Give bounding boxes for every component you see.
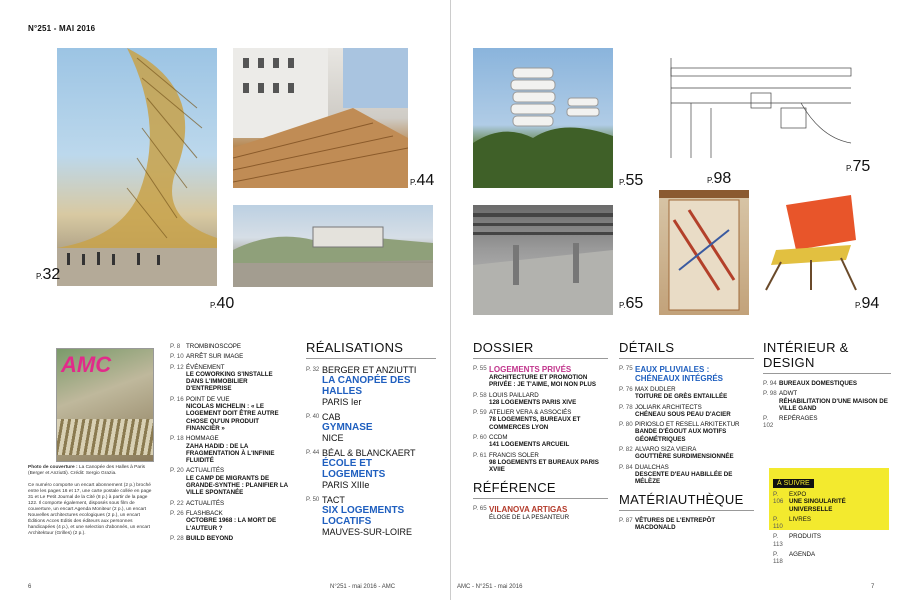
toc-entry[interactable]: P. 78 JOLIARK ARCHITECTS CHÉNEAU SOUS PEAU D'ACIER — [619, 403, 731, 418]
toc-entry[interactable]: P. 16 POINT DE VUE NICOLAS MICHELIN : « LE LOGEMENT DOIT ÊTRE AUTRE CHOSE QU'UN PRODUIT FINANCIER » — [170, 395, 279, 432]
toc-entry[interactable]: P. 40 CAB GYMNASE NICE — [306, 412, 373, 443]
toc-entry[interactable]: P. 75 EAUX PLUVIALES : CHÉNEAUX INTÉGRÉS — [619, 365, 724, 383]
left-footer-issue: N°251 - mai 2016 - AMC — [330, 584, 396, 590]
toc-entry[interactable]: P. 58 LOUIS PAILLARD 128 LOGEMENTS PARIS XIVE — [473, 391, 577, 406]
toc-column-interieur — [763, 340, 891, 433]
toc-entry[interactable]: P. 102 REPÉRAGES — [763, 415, 818, 430]
technical-drawing — [651, 48, 861, 163]
right-page — [450, 0, 900, 600]
a-suivre-box — [769, 468, 889, 566]
toc-entry[interactable]: P. 106 EXPO UNE SINGULARITÉ UNIVERSELLE — [773, 491, 846, 513]
page-ref-40: P.40 — [210, 295, 235, 312]
toc-entry[interactable]: P. 94 BUREAUX DOMESTIQUES — [763, 380, 858, 387]
concrete-hall-illustration — [473, 205, 613, 315]
page-ref-94: P.94 — [855, 295, 880, 312]
section-title-materiautheque: MATÉRIAUTHÈQUE — [619, 492, 754, 511]
page-ref-55: P.55 — [619, 172, 644, 189]
section-title-realisations: RÉALISATIONS — [306, 340, 436, 359]
toc-entry[interactable]: P. 18 HOMMAGE ZAHA HADID : DE LA FRAGMENTATION À L'INFINIE FLUIDITÉ — [170, 435, 275, 465]
toc-entry[interactable]: P. 110 LIVRES — [773, 515, 812, 531]
amc-logo: AMC — [61, 352, 112, 377]
page-ref-32: P.32 — [36, 266, 61, 283]
toc-column-details — [619, 340, 754, 534]
toc-entry[interactable]: P. 118 AGENDA — [773, 551, 816, 566]
toc-entry[interactable]: P. 60 CCDM 141 LOGEMENTS ARCUEIL — [473, 434, 570, 449]
toc-entry[interactable]: P. 59 ATELIER VERA & ASSOCIÉS 78 LOGEMENTS, BUREAUX ET COMMERCES LYON — [473, 409, 581, 431]
toc-entry[interactable]: P. 12 ÉVÉNEMENT LE COWORKING S'INSTALLE DANS L'IMMOBILIER D'ENTREPRISE — [170, 363, 273, 393]
toc-entry[interactable]: P. 87 VÊTURES DE L'ENTREPÔT MACDONALD — [619, 516, 716, 531]
section-title-reference: RÉFÉRENCE — [473, 480, 608, 499]
left-footer: 6 — [28, 584, 32, 590]
cover-canopy-stripe — [57, 419, 153, 455]
section-title-a-suivre: À SUIVRE — [773, 479, 814, 488]
toc-entry[interactable]: P. 84 DUALCHAS DESCENTE D'EAU HABILLÉE DE MÉLÈZE — [619, 463, 733, 486]
page-ref-44: P.44 — [410, 172, 435, 189]
toc-entry[interactable]: P. 80 PIRIOSLO ET RESELL ARKITEKTUR BANDE D'ÉGOUT AUX MOTIFS GÉOMÉTRIQUES — [619, 421, 740, 443]
section-title-details: DÉTAILS — [619, 340, 754, 359]
desk-illustration — [756, 190, 861, 295]
tower-illustration — [473, 48, 613, 188]
building-illustration — [233, 48, 408, 188]
toc-entry[interactable]: P. 22 ACTUALITÉS — [170, 499, 225, 507]
toc-entry[interactable]: P. 113 PRODUITS — [773, 533, 821, 548]
toc-entry[interactable]: P. 50 TACT SIX LOGEMENTS LOCATIFS MAUVES-SUR-LOIRE — [306, 495, 413, 537]
toc-entry[interactable]: P. 55 LOGEMENTS PRIVÉS ARCHITECTURE ET PROMOTION PRIVÉE : JE T'AIME, MOI NON PLUS — [473, 365, 597, 389]
toc-entry[interactable]: P. 61 FRANCIS SOLER 98 LOGEMENTS ET BUREAUX PARIS XVIIE — [473, 451, 599, 474]
section-title-interieur: INTÉRIEUR & DESIGN — [763, 340, 891, 374]
photo-gymnase — [233, 205, 433, 287]
photo-ecole-logements — [233, 48, 408, 188]
toc-entry[interactable]: P. 98 ADWT RÉHABILITATION D'UNE MAISON DE VILLE GAND — [763, 390, 888, 412]
toc-entry[interactable]: P. 8 TROMBINOSCOPE — [170, 343, 242, 350]
photo-vilanova-artigas — [473, 205, 613, 315]
toc-entry[interactable]: P. 44 BÉAL & BLANCKAERT ÉCOLE ET LOGEMENTS PARIS XIIIe — [306, 448, 416, 490]
canopy-illustration — [57, 48, 217, 286]
toc-entry[interactable]: P. 65 VILANOVA ARTIGAS ÉLOGE DE LA PESANTEUR — [473, 504, 570, 521]
gym-illustration — [233, 205, 433, 287]
toc-entry[interactable]: P. 28 BUILD BEYOND — [170, 534, 234, 542]
toc-entry[interactable]: P. 32 BERGER ET ANZIUTTI LA CANOPÉE DES HALLES PARIS Ier — [306, 365, 417, 407]
toc-entry[interactable]: P. 26 FLASHBACK OCTOBRE 1968 : LA MORT DE L'AUTEUR ? — [170, 509, 277, 532]
toc-entry[interactable]: P. 20 ACTUALITÉS LE CAMP DE MIGRANTS DE GRANDE-SYNTHE : PLANIFIER LA VILLE SPONTANÉE — [170, 467, 288, 497]
toc-entry[interactable]: P. 82 ALVARO SIZA VIEIRA GOUTTIÈRE SURDIMENSIONNÉE — [619, 446, 734, 461]
toc-column-dossier — [473, 340, 608, 524]
toc-entry[interactable]: P. 10 ARRÊT SUR IMAGE — [170, 353, 244, 361]
page-ref-65: P.65 — [619, 295, 644, 312]
issue-line: N°251 - MAI 2016 — [28, 24, 96, 33]
photo-maison-gand — [659, 190, 749, 315]
cover-caption: Photo de couverture : La Canopée des Halles à Paris (Berger et Anziutti). Crédit: Sergio Grazia. Ce numéro comporte un encart abonnement (2 p.) broché entre les pages 16 et 17, une carte postale collée en page 31 et Le Petit Journal de la Cité (8 p.) à partir de la page 122. Il comporte également, disposés sous film de couverture, un encart Agenda Moniteur (2 p.), un encart Nouvelles architectures ecologiques (2 p.), un encart Éditions Acces Editis des éditeurs aux personnes handicapées (4 p.), et une selection d'abonnés, un encart Architektuur (Grilles) (2 p.). — [28, 465, 152, 536]
stair-illustration — [659, 190, 749, 315]
magazine-cover — [56, 348, 154, 462]
toc-entry[interactable]: P. 76 MAX DUDLER TOITURE DE GRÈS ENTAILLÉE — [619, 386, 728, 401]
right-footer-issue: AMC - N°251 - mai 2016 — [457, 584, 523, 590]
toc-column-news — [170, 343, 290, 545]
photo-bureaux-domestiques — [756, 190, 861, 295]
page-ref-98: P.98 — [707, 170, 732, 187]
right-footer: 7 — [871, 584, 875, 590]
toc-column-realisations — [306, 340, 436, 542]
page-ref-75: P.75 — [846, 158, 871, 175]
gutter-section-drawing — [651, 48, 861, 163]
photo-canopee — [57, 48, 217, 286]
section-title-dossier: DOSSIER — [473, 340, 608, 359]
photo-logements-55 — [473, 48, 613, 188]
